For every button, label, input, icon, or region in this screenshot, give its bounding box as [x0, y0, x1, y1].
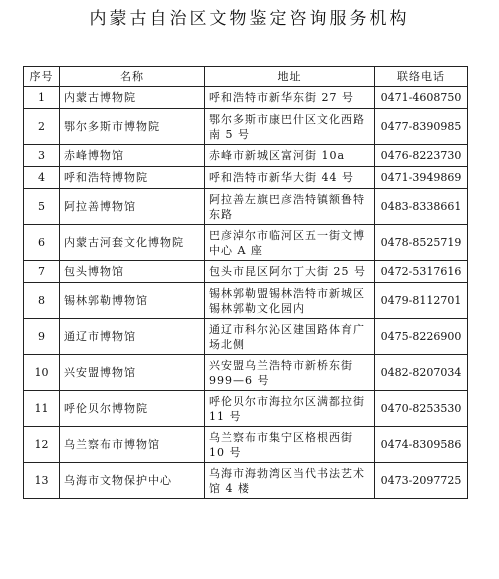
- page-title: 内蒙古自治区文物鉴定咨询服务机构: [89, 9, 410, 29]
- table-row: [24, 261, 468, 283]
- row-number: 5: [24, 189, 60, 225]
- institution-phone: 0473-2097725: [375, 463, 468, 499]
- institution-address: 乌海市海勃湾区当代书法艺术馆 4 楼: [205, 463, 375, 499]
- institution-name: 内蒙古河套文化博物院: [60, 225, 205, 261]
- institution-phone: 0478-8525719: [375, 225, 468, 261]
- column-header-phone: 联络电话: [375, 67, 468, 87]
- institution-name: 呼伦贝尔博物院: [60, 391, 205, 427]
- table-row: [24, 145, 468, 167]
- table-row: [24, 189, 468, 225]
- institution-phone: 0477-8390985: [375, 109, 468, 145]
- institution-phone: 0482-8207034: [375, 355, 468, 391]
- row-number: 6: [24, 225, 60, 261]
- table-row: [24, 319, 468, 355]
- column-header-address: 地址: [205, 67, 375, 87]
- institution-phone: 0471-3949869: [375, 167, 468, 189]
- institution-phone: 0476-8223730: [375, 145, 468, 167]
- column-header-no: 序号: [24, 67, 60, 87]
- institution-address: 巴彦淖尔市临河区五一街文博中心 A 座: [205, 225, 375, 261]
- table-row: [24, 391, 468, 427]
- row-number: 12: [24, 427, 60, 463]
- institution-address: 包头市昆区阿尔丁大街 25 号: [205, 261, 375, 283]
- table-row: [24, 427, 468, 463]
- row-number: 13: [24, 463, 60, 499]
- institution-phone: 0472-5317616: [375, 261, 468, 283]
- institution-phone: 0483-8338661: [375, 189, 468, 225]
- table-header-row: [24, 67, 468, 87]
- row-number: 7: [24, 261, 60, 283]
- institution-address: 鄂尔多斯市康巴什区文化西路南 5 号: [205, 109, 375, 145]
- table-row: [24, 225, 468, 261]
- table-row: [24, 109, 468, 145]
- row-number: 10: [24, 355, 60, 391]
- institution-phone: 0471-4608750: [375, 87, 468, 109]
- institution-name: 锡林郭勒博物馆: [60, 283, 205, 319]
- institution-table: [23, 66, 468, 499]
- institution-phone: 0474-8309586: [375, 427, 468, 463]
- row-number: 4: [24, 167, 60, 189]
- column-header-name: 名称: [60, 67, 205, 87]
- institution-name: 通辽市博物馆: [60, 319, 205, 355]
- institution-address: 阿拉善左旗巴彦浩特镇额鲁特东路: [205, 189, 375, 225]
- row-number: 11: [24, 391, 60, 427]
- table-row: [24, 167, 468, 189]
- institution-name: 阿拉善博物馆: [60, 189, 205, 225]
- institution-address: 呼和浩特市新华大街 44 号: [205, 167, 375, 189]
- institution-name: 内蒙古博物院: [60, 87, 205, 109]
- institution-address: 呼和浩特市新华东街 27 号: [205, 87, 375, 109]
- institution-phone: 0479-8112701: [375, 283, 468, 319]
- institution-name: 兴安盟博物馆: [60, 355, 205, 391]
- table-row: [24, 283, 468, 319]
- row-number: 2: [24, 109, 60, 145]
- institution-address: 赤峰市新城区富河街 10a: [205, 145, 375, 167]
- institution-address: 乌兰察布市集宁区格根西街 10 号: [205, 427, 375, 463]
- row-number: 3: [24, 145, 60, 167]
- institution-phone: 0475-8226900: [375, 319, 468, 355]
- institution-address: 兴安盟乌兰浩特市新桥东街 999—6 号: [205, 355, 375, 391]
- institution-address: 通辽市科尔沁区建国路体育广场北侧: [205, 319, 375, 355]
- institution-name: 鄂尔多斯市博物院: [60, 109, 205, 145]
- institution-phone: 0470-8253530: [375, 391, 468, 427]
- institution-address: 锡林郭勒盟锡林浩特市新城区锡林郭勒文化园内: [205, 283, 375, 319]
- table-row: [24, 87, 468, 109]
- institution-name: 赤峰博物馆: [60, 145, 205, 167]
- institution-name: 包头博物馆: [60, 261, 205, 283]
- institution-name: 乌海市文物保护中心: [60, 463, 205, 499]
- institution-address: 呼伦贝尔市海拉尔区满都拉街 11 号: [205, 391, 375, 427]
- row-number: 1: [24, 87, 60, 109]
- institution-name: 呼和浩特博物院: [60, 167, 205, 189]
- institution-name: 乌兰察布市博物馆: [60, 427, 205, 463]
- table-row: [24, 463, 468, 499]
- table-row: [24, 355, 468, 391]
- row-number: 8: [24, 283, 60, 319]
- row-number: 9: [24, 319, 60, 355]
